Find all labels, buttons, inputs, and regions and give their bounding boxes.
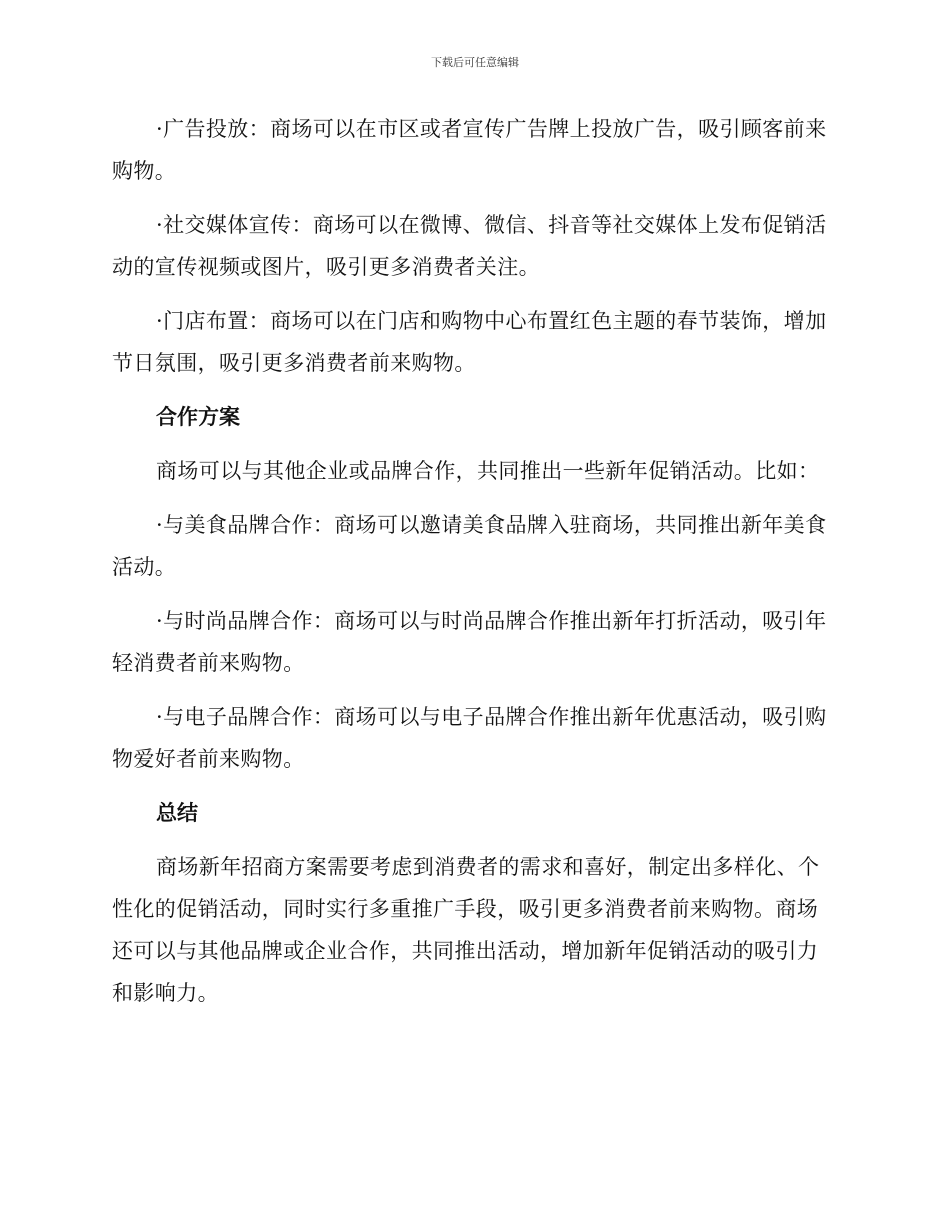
summary-paragraph: 商场新年招商方案需要考虑到消费者的需求和喜好，制定出多样化、个性化的促销活动，同时实行多重推广手段，吸引更多消费者前来购物。商场还可以与其他品牌或企业合作，共同推出活动，增加新年促销活动的吸引力和影响力。: [112, 855, 820, 1005]
bullet-fashion-brand: ·与时尚品牌合作：商场可以与时尚品牌合作推出新年打折活动，吸引年轻消费者前来购物。: [112, 609, 827, 675]
section-heading-summary: 总结: [156, 801, 198, 825]
bullet-advertising: ·广告投放：商场可以在市区或者宣传广告牌上投放广告，吸引顾客前来购物。: [112, 117, 827, 183]
bullet-food-brand: ·与美食品牌合作：商场可以邀请美食品牌入驻商场，共同推出新年美食活动。: [112, 513, 827, 579]
bullet-electronics-brand: ·与电子品牌合作：商场可以与电子品牌合作推出新年优惠活动，吸引购物爱好者前来购物。: [112, 705, 827, 771]
section-heading-cooperation: 合作方案: [156, 405, 240, 429]
page-header: 下载后可任意编辑: [431, 56, 519, 69]
cooperation-intro: 商场可以与其他企业或品牌合作，共同推出一些新年促销活动。比如：: [156, 459, 820, 483]
bullet-store-decoration: ·门店布置：商场可以在门店和购物中心布置红色主题的春节装饰，增加节日氛围，吸引更多消费者前来购物。: [112, 309, 827, 375]
bullet-social-media: ·社交媒体宣传：商场可以在微博、微信、抖音等社交媒体上发布促销活动的宣传视频或图片，吸引更多消费者关注。: [112, 213, 827, 279]
document-body: [112, 108, 828, 1026]
